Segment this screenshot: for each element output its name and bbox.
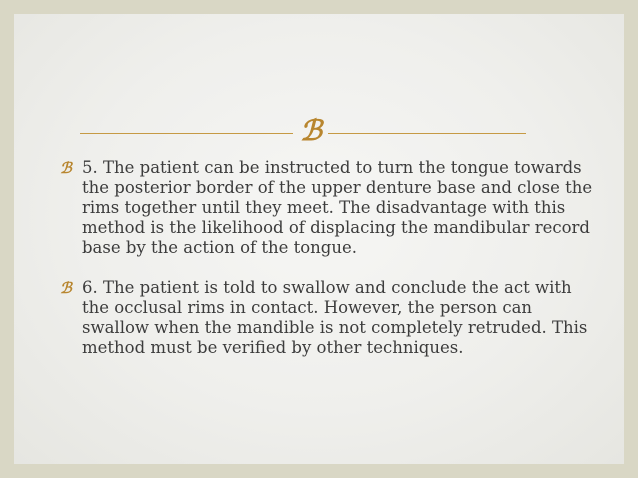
bullet-icon: ℬ	[60, 159, 72, 177]
bullet-text-6: 6. The patient is told to swallow and conclude the act with the occlusal rims in contact. However, the person can swallow when the mandible is not completely retruded. This method must be verified by other techniques.	[82, 278, 588, 357]
title-rule-left	[80, 133, 293, 134]
title-rule-right	[328, 133, 526, 134]
slide-content	[60, 158, 595, 378]
bullet-item-5	[60, 158, 595, 258]
title-ornament-icon: ℬ	[299, 114, 322, 147]
bullet-text-5: 5. The patient can be instructed to turn the tongue towards the posterior border of the upper denture base and close the rims together until they meet. The disadvantage with this method is the likelihood of displacing the mandibular record base by the action of the tongue.	[82, 158, 593, 257]
bullet-icon: ℬ	[60, 279, 72, 297]
bullet-item-6	[60, 278, 595, 358]
